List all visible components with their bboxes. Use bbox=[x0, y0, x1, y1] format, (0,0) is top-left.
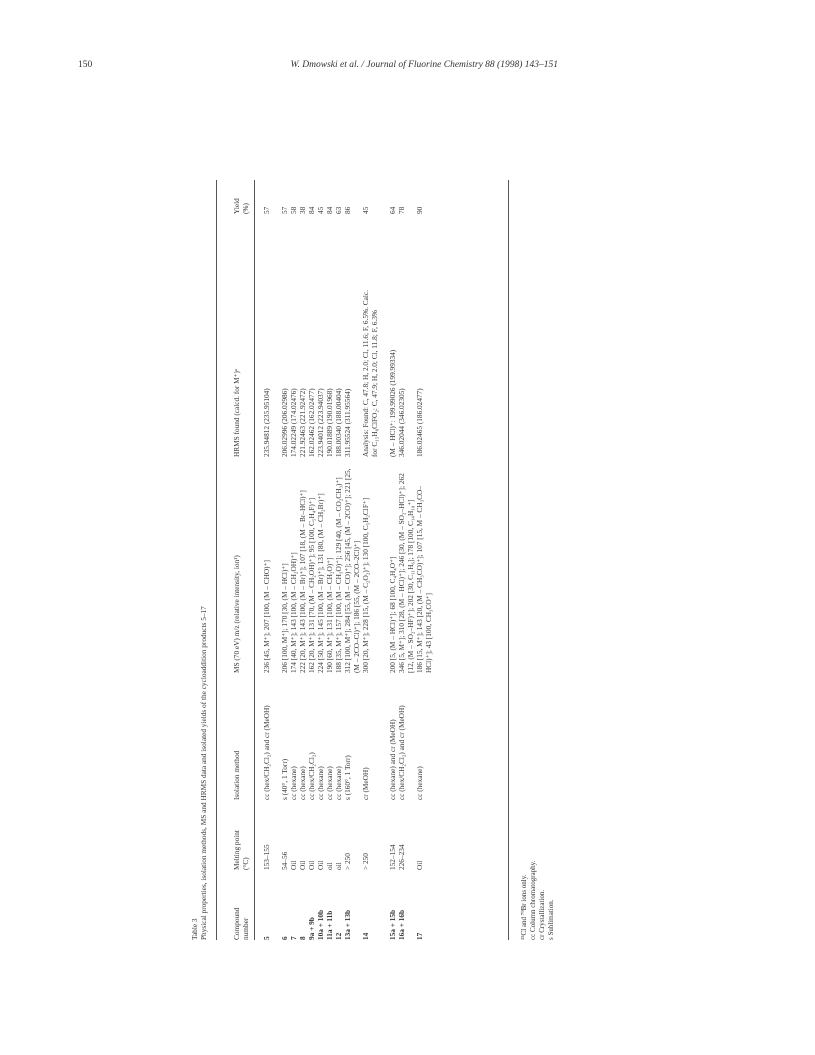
cell-isolation: s (160°, 1 Torr) bbox=[343, 755, 352, 800]
cell-yield: 84 bbox=[325, 206, 334, 214]
cell-ms: 300 [20, M⁺]; 228 [15, (M – C₂O₂)⁺]; 130 [100, C₅H₂ClF⁺] bbox=[361, 497, 370, 673]
rotated-table-page bbox=[190, 180, 556, 940]
header-hrms: HRMS found (calcd. for M⁺)ᵃ bbox=[232, 369, 241, 457]
cell-compound: 8 bbox=[298, 936, 307, 940]
header-compound: Compound number bbox=[232, 907, 251, 940]
cell-isolation: cc (hexane) bbox=[325, 766, 334, 800]
running-header bbox=[78, 60, 558, 74]
cell-compound: 14 bbox=[361, 932, 370, 940]
table-footnotes bbox=[520, 861, 556, 940]
cell-hrms: 311.95524 (311.95564) bbox=[343, 388, 352, 457]
cell-yield: 63 bbox=[334, 206, 343, 214]
cell-isolation: cc (hexane) bbox=[415, 766, 424, 800]
cell-melting-point: 153–155 bbox=[262, 844, 271, 870]
cell-ms: 346 [5, M⁺]; 310 [28, (M – HCl)⁺]; 246 [30, (M – SO₂–HCl)⁺]; 262 [12, (M – SO₂–HF)⁺]; 202 [30, C₁₁H₆]; 178 [100, C₁₄H₁₀⁺] bbox=[397, 473, 416, 673]
footnote: ³⁵Cl and ⁷⁹Br ions only. bbox=[520, 874, 528, 940]
cell-yield: 90 bbox=[415, 206, 424, 214]
cell-yield: 64 bbox=[388, 206, 397, 214]
cell-hrms: 223.94012 (223.94037) bbox=[316, 388, 325, 457]
table-caption-text: Physical properties, isolation methods, MS and HRMS data and isolated yields of the cycloaddition products 5–17 bbox=[199, 606, 209, 940]
cell-isolation: cc (hex/CH₂Cl₂) bbox=[307, 752, 316, 800]
cell-ms: 186 [15, M⁺]; 143 [20, (M – CH₃CO)⁺]; 107 [15, M – CH₃CO–HCl)⁺]; 43 [100, CH₃CO⁺] bbox=[415, 486, 434, 673]
cell-melting-point: Oil bbox=[289, 860, 298, 870]
cell-isolation: cc (hexane) bbox=[334, 766, 343, 800]
cell-isolation: cc (hexane) bbox=[316, 766, 325, 800]
cell-ms: 162 [20, M⁺]; 131 [70, (M – CH₂OH)⁺]; 95 [100, C₅H₄F)⁺] bbox=[307, 497, 316, 673]
cell-melting-point: oil bbox=[325, 862, 334, 870]
cell-hrms: (M – HCl)⁺: 199.99026 (199.99334) bbox=[388, 349, 397, 457]
footnote: s Sublimation. bbox=[547, 899, 556, 940]
cell-hrms: 174.02249 (174.02476) bbox=[289, 388, 298, 457]
cell-melting-point: Oil bbox=[307, 860, 316, 870]
header-melting-point: Melting point (°C) bbox=[232, 830, 251, 870]
cell-compound: 10a + 10b bbox=[316, 909, 325, 940]
cell-isolation: cc (hexane) and cr (MeOH) bbox=[388, 719, 397, 800]
cell-isolation: cc (hexane) bbox=[289, 766, 298, 800]
cell-compound: 15a + 15b bbox=[388, 909, 397, 940]
cell-compound: 9a + 9b bbox=[307, 917, 316, 940]
cell-hrms: 162.02462 (162.02477) bbox=[307, 388, 316, 457]
cell-compound: 17 bbox=[415, 932, 424, 940]
table-top-rule bbox=[216, 180, 217, 940]
cell-hrms: 186.02465 (186.02477) bbox=[415, 388, 424, 457]
cell-isolation: cr (MeOH) bbox=[361, 767, 370, 800]
cell-melting-point: > 250 bbox=[361, 853, 370, 870]
cell-ms: 174 [40, M⁺]; 143 [100, (M – CH₂OH)⁺] bbox=[289, 552, 298, 673]
table-bottom-rule bbox=[508, 180, 509, 940]
cell-yield: 78 bbox=[397, 206, 406, 214]
cell-compound: 12 bbox=[334, 932, 343, 940]
cell-isolation: s (40°, 1 Torr) bbox=[280, 758, 289, 800]
table-header-rule bbox=[254, 180, 255, 940]
cell-isolation: cc (hex/CH₂Cl₂) and cr (MeOH) bbox=[262, 705, 271, 800]
cell-hrms: 346.02044 (346.02305) bbox=[397, 388, 406, 457]
cell-melting-point: 226–234 bbox=[397, 844, 406, 870]
table-label: Table 3 bbox=[190, 918, 199, 940]
footnote: cr Crystallization. bbox=[538, 889, 547, 940]
cell-isolation: cc (hex/CH₂Cl₂) and cr (MeOH) bbox=[397, 705, 406, 800]
cell-yield: 58 bbox=[289, 206, 298, 214]
cell-melting-point: Oil bbox=[316, 860, 325, 870]
cell-ms: 206 [100, M⁺]; 170 [30, (M – HCl)⁺] bbox=[280, 563, 289, 673]
header-ms: MS (70 eV) m/z (relative intensity, ion¹) bbox=[232, 555, 241, 673]
cell-hrms: 235.94812 (235.95104) bbox=[262, 388, 271, 457]
cell-melting-point: > 250 bbox=[343, 853, 352, 870]
cell-hrms: Analysis: Found: C, 47.8; H, 2.0; Cl, 11.6; F, 6.5%. Calc. for C₁₅H₈ClFO₂: C, 47.9; H, 2.0; Cl, 11.8; F, 6.3% bbox=[361, 290, 380, 457]
cell-melting-point: 54–56 bbox=[280, 851, 289, 870]
cell-hrms: 190.01889 (190.01968) bbox=[325, 388, 334, 457]
header-yield: Yield (%) bbox=[232, 198, 251, 214]
cell-yield: 84 bbox=[307, 206, 316, 214]
table-caption bbox=[190, 180, 208, 940]
cell-ms: 188 [35, M⁺]; 157 [100, (M – CH₃O)⁺]; 129 [40, (M – CO₂CH₃)⁺] bbox=[334, 477, 343, 673]
cell-ms: 190 [60, M⁺]; 131 [100, (M – CH₂O)⁺] bbox=[325, 557, 334, 673]
page-number: 150 bbox=[78, 60, 93, 70]
cell-hrms: 221.92463 (221.92472) bbox=[298, 388, 307, 457]
journal-citation: W. Dmowski et al. / Journal of Fluorine Chemistry 88 (1998) 143–151 bbox=[290, 60, 558, 70]
cell-compound: 13a + 13b bbox=[343, 909, 352, 940]
cell-isolation: cc (hexane) bbox=[298, 766, 307, 800]
cell-melting-point: Oil bbox=[415, 860, 424, 870]
cell-yield: 38 bbox=[298, 206, 307, 214]
cell-ms: 200 [5, (M – HCl)⁺]; 68 [100, C₄H₄O⁺] bbox=[388, 556, 397, 673]
cell-compound: 6 bbox=[280, 936, 289, 940]
cell-ms: 224 [50, M⁺]; 145 [100, (M – Br)⁺]; 131 [80, (M – CH₂Br)⁺] bbox=[316, 493, 325, 673]
cell-yield: 86 bbox=[343, 206, 352, 214]
cell-ms: 312 [100, M⁺]; 284 [55, (M – CO)⁺]; 256 [45, (M – 2CO)⁺]; 221 [25, (M – 2CO–Cl)⁺]; 186 [55, (M – 2CO–2Cl)⁺] bbox=[343, 468, 362, 673]
cell-yield: 57 bbox=[280, 206, 289, 214]
cell-ms: 222 [20, M⁺]; 143 [100, (M – Br)⁺]; 107 [18, (M – Br–HCl)⁺] bbox=[298, 490, 307, 673]
cell-compound: 5 bbox=[262, 936, 271, 940]
footnote: cc Column chromatography. bbox=[529, 860, 538, 940]
cell-compound: 11a + 11b bbox=[325, 910, 334, 940]
cell-melting-point: Oil bbox=[298, 860, 307, 870]
cell-hrms: 206.02996 (206.02986) bbox=[280, 388, 289, 457]
header-isolation-method: Isolation method bbox=[232, 750, 241, 800]
cell-hrms: 188.00340 (188.00404) bbox=[334, 388, 343, 457]
cell-compound: 16a + 16b bbox=[397, 909, 406, 940]
cell-yield: 57 bbox=[262, 206, 271, 214]
cell-yield: 45 bbox=[316, 206, 325, 214]
cell-melting-point: 152–154 bbox=[388, 844, 397, 870]
cell-ms: 236 [45, M⁺]; 207 [100, (M – CHO)⁺] bbox=[262, 560, 271, 673]
cell-yield: 45 bbox=[361, 206, 370, 214]
cell-compound: 7 bbox=[289, 936, 298, 940]
cell-melting-point: oil bbox=[334, 862, 343, 870]
